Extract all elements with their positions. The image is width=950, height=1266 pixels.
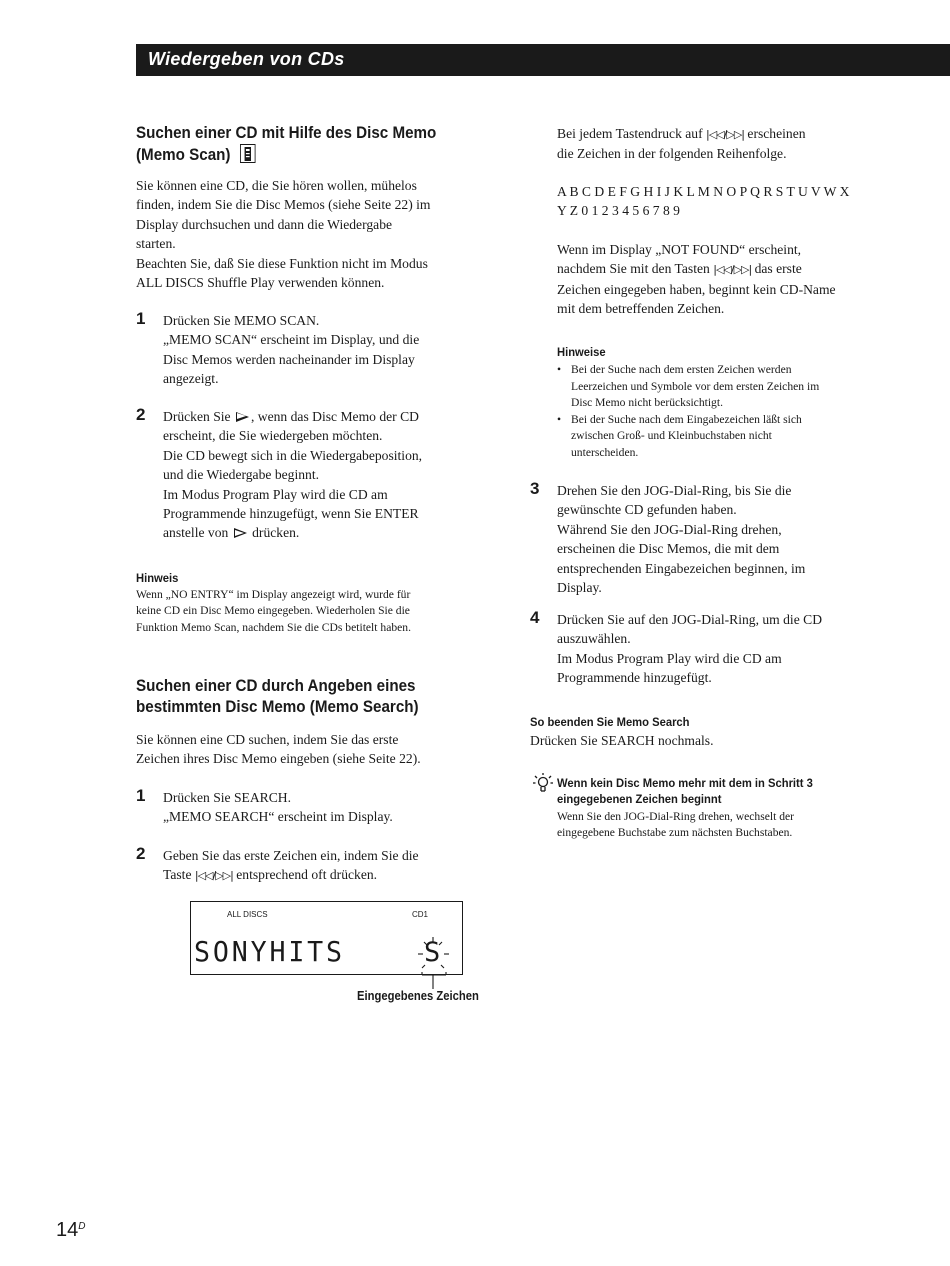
blink-rays-icon (414, 934, 454, 990)
character-sequence: A B C D E F G H I J K L M N O P Q R S T U V W X Y Z 0 1 2 3 4 5 6 7 8 9 (557, 184, 850, 219)
step-number: 2 (136, 405, 146, 424)
page-number: $14^D$ (56, 1219, 86, 1241)
display-entered-char: S (424, 937, 441, 968)
skip-buttons-icon: |◁◁/▷▷| (194, 869, 233, 883)
key-press-paragraph: Bei jedem Tastendruck auf |◁◁/▷▷| erscheinen die Zeichen in der folgenden Reihenfolge. (557, 126, 806, 162)
play-icon (234, 528, 247, 538)
tip-heading: Wenn kein Disc Memo mehr mit dem in Schritt 3 eingegebenen Zeichen beginnt (557, 776, 813, 806)
memo-search-step-3: Drehen Sie den JOG-Dial-Ring, bis Sie die gewünschte CD gefunden haben. Während Sie den JOG-Dial-Ring drehen, erscheinen die Disc Memos, die mit dem entsprechenden Eingabezeichen beginnen, im Display. (557, 483, 806, 596)
play-icon (236, 412, 249, 422)
step-number: 2 (136, 844, 146, 863)
list-item: • Bei der Suche nach dem ersten Zeichen werden Leerzeichen und Symbole vor dem ersten Zeichen im Disc Memo nicht berücksichtigt. (557, 362, 887, 412)
remote-icon (240, 144, 256, 163)
step-number: 4 (530, 608, 540, 627)
stop-search-text: Drücken Sie SEARCH nochmals. (530, 733, 714, 748)
tip-text: Wenn Sie den JOG-Dial-Ring drehen, wechselt der eingegebene Buchstabe zum nächsten Buchstaben. (557, 810, 794, 840)
step-number: 1 (136, 786, 146, 805)
notes-list (557, 362, 887, 462)
skip-buttons-icon: |◁◁/▷▷| (706, 128, 745, 141)
memo-search-step-2: Geben Sie das erste Zeichen ein, indem Sie die Taste |◁◁/▷▷| entsprechend oft drücken. (163, 848, 419, 883)
memo-search-intro: Sie können eine CD suchen, indem Sie das erste Zeichen ihres Disc Memo eingeben (siehe Seite 22). (136, 732, 421, 767)
memo-search-heading: Suchen einer CD durch Angeben eines bestimmten Disc Memo (Memo Search) (136, 677, 419, 716)
lightbulb-tip-icon (532, 772, 554, 796)
note-text: Wenn „NO ENTRY“ im Display angezeigt wird, wurde für keine CD ein Disc Memo eingegeben. Wiederholen Sie die Funktion Memo Scan, nachdem Sie die CDs betitelt haben. (136, 588, 411, 634)
stop-search-heading: So beenden Sie Memo Search (530, 715, 690, 729)
section-banner (136, 44, 950, 76)
display-cd-label: CD1 (412, 910, 429, 919)
memo-scan-intro: Sie können eine CD, die Sie hören wollen, mühelos finden, indem Sie die Disc Memos (siehe Seite 22) im Display durchsuchen und dann die Wiedergabe starten. Beachten Sie, daß Sie diese Funktion nicht im Modus ALL DISCS Shuffle Play verwenden können. (136, 178, 431, 291)
section-title: Wiedergeben von CDs (148, 49, 345, 69)
display-text: SONYHITS (194, 935, 345, 968)
note-heading: Hinweis (136, 571, 179, 585)
memo-search-step-4: Drücken Sie auf den JOG-Dial-Ring, um die CD auszuwählen. Im Modus Program Play wird die CD am Programmende hinzugefügt. (557, 612, 823, 686)
memo-scan-step-2: Drücken Sie , wenn das Disc Memo der CD erscheint, die Sie wiedergeben möchten. Die CD bewegt sich in die Wiedergabeposition, und die Wiedergabe beginnt. Im Modus Program Play wird die CD am Programmende hinzugefügt, wenn Sie ENTER anstelle von drücken. (163, 409, 423, 541)
display-caption: Eingegebenes Zeichen (357, 989, 479, 1003)
display-all-discs-label: ALL DISCS (227, 910, 268, 919)
memo-scan-heading: Suchen einer CD mit Hilfe des Disc Memo (Memo Scan) (136, 124, 437, 164)
list-item: • Bei der Suche nach dem Eingabezeichen läßt sich zwischen Groß- und Kleinbuchstaben nicht unterscheiden. (557, 412, 887, 462)
skip-buttons-icon: |◁◁/▷▷| (713, 263, 752, 277)
memo-scan-step-1: Drücken Sie MEMO SCAN. „MEMO SCAN“ erscheint im Display, und die Disc Memos werden nacheinander im Display angezeigt. (163, 313, 420, 387)
memo-search-step-1: Drücken Sie SEARCH. „MEMO SEARCH“ erscheint im Display. (163, 790, 393, 825)
notes-heading: Hinweise (557, 345, 606, 359)
not-found-paragraph: Wenn im Display „NOT FOUND“ erscheint, nachdem Sie mit den Tasten |◁◁/▷▷| das erste Zeichen eingegeben haben, beginnt kein CD-Name mit dem betreffenden Zeichen. (557, 242, 836, 317)
step-number: 3 (530, 479, 540, 498)
step-number: 1 (136, 309, 146, 328)
